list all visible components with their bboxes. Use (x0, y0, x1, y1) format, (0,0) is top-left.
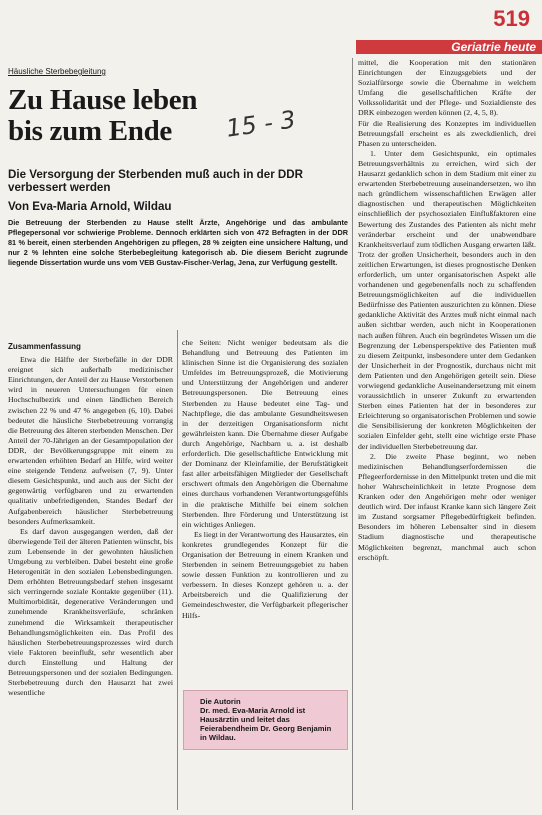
author-box-label: Die Autorin (200, 697, 241, 706)
paragraph: 2. Die zweite Phase beginnt, wo neben medizinischen Behandlungserfordernissen die Pflegeerfordernisse in den Mittelpunkt treten und die mit hoher Wahrscheinlichkeit in letzte Prognose dem Kranken oder den Angehörigen mehr oder weniger deutlich wird. Der infaust Kranke kann sich längere Zeit im Zustand sorgsamer Pflegebedürftigkeit befinden. Besonders im höheren Lebensalter sind in diesem Stadium diagnostische und therapeutische Möglichkeiten begrenzt, manchmal auch schon erschöpft. (358, 451, 536, 562)
page-number: 519 (493, 6, 530, 31)
rubric: Häusliche Sterbebegleitung (8, 67, 106, 76)
subtitle (8, 168, 348, 194)
headline (8, 85, 258, 147)
subtitle-line-1: Die Versorgung der Sterbenden muß auch in der DDR (8, 168, 304, 181)
text-column-1 (8, 342, 173, 812)
headline-line-2: bis zum Ende (8, 115, 172, 147)
column-rule (177, 330, 178, 810)
column-rule (352, 58, 353, 810)
lead-text: Die Betreuung der Sterbenden zu Hause stellt Ärzte, Angehörige und das ambulante Pflegepersonal vor schwierige Probleme. Dennoch erklärten sich von 472 Befragten in der DDR 81 % bereit, einen sterbenden Angehörigen zu pflegen, 28 % zeigten eine unsichere Haltung, und nur 2 % lehnten eine solche Sterbebegleitung kategorisch ab. Die diesem Bericht zugrunde liegende Dissertation wurde uns vom VEB Gustav-Fischer-Verlag, Jena, zur Verfügung gestellt. (8, 218, 348, 267)
text-column-3 (358, 58, 536, 810)
handwritten-note: 15 - 3 (224, 105, 298, 143)
subtitle-line-2: verbessert werden (8, 181, 111, 194)
paragraph: Es liegt in der Verantwortung des Hausarztes, ein konkretes grundlegendes Konzept für die Organisation der Betreuung in einem Kranken und Sterbenden in seinem Betreuungsgebiet zu haben sowie dessen Funktion zu kontrollieren und zu verbessern. In dieses Konzept gehören u. a. der Arbeitsbereich und die Qualifizierung der Gemeindeschwester, die Verfügbarkeit pflegerischer Hilfs- (182, 529, 348, 620)
author-box-text: Dr. med. Eva-Maria Arnold ist Hausärztin und leitet das Feierabendheim Dr. Georg Benjamin in Wildau. (200, 706, 332, 742)
lead-paragraph (8, 218, 348, 268)
paragraph: Für die Realisierung des Konzeptes im individuellen Betreuungsfall erscheint es als zweckdienlich, drei Phasen zu unterscheiden. (358, 118, 536, 148)
author-byline: Von Eva-Maria Arnold, Wildau (8, 200, 172, 213)
paragraph: mittel, die Kooperation mit den stationären Einrichtungen der Einzugsgebiets und der Sozialfürsorge sowie die Übernahme in welchem Umfang die gesellschaftlichen Kräfte der Volkssolidarität und der Pflege- und Sozialdienste des DRK einbezogen werden können (2, 4, 5, 8). (358, 58, 536, 118)
author-info-box (183, 690, 348, 750)
journal-title: Geriatrie heute (451, 40, 536, 54)
text-column-2 (182, 338, 348, 688)
paragraph: 1. Unter dem Gesichtspunkt, ein optimales Betreuungsverhältnis zu erreichen, wird sich der Hausarzt gedanklich schon in dem Stadium mit einer zu erwartenden Sterbebetreuung auseinandersetzen, wo ihn nach gründlichem wissenschaftlichen Erwägen aller diagnostischen und therapeutischen Möglichkeiten einschließlich der psychosozialen Einflußfaktoren eine Bewertung des Zustandes des Patienten als nicht mehr veränderbar erscheint und der unabwendbare Krankheitsverlauf zum tödlichen Ausgang erwarten läßt. Trotz der großen Unsicherheit, besonders auch in den zeitlichen Erwartungen, ist dieses prognostische Denken erforderlich, um unter organisatorischen Aspekt alle vorhandenen und gegebenenfalls noch zu schaffenden Betreuungsmöglichkeiten auf die individuellen Bedürfnisse des Patienten auszurichten zu können. Diese gedankliche Aktivität des Arztes muß nicht einmal nach außen sichtbar werden, auch nicht in Kooperationen nach außen führen. Auch ein begründetes Wissen um die Begrenzung der Lebensperspektive des Patienten muß zu diesem Zeitpunkt, insbesondere unter dem Gedanken der Unsicherheit in der Prognostik, durchaus nicht mit dem Patienten und den Angehörigen geteilt sein. Diese vorwiegend gedankliche Auseinandersetzung mit einem voraussichtlich in unserer Zukunft zu erwartenden Sterben eines Patienten hat der in besonderes zur Erleichterung so organisatorischen Problemen und sowie die Sensibilisierung der konkreten Möglichkeiten der sozialen Einfelder geht, stellt eine wichtige erste Phase der individuellen Sterbebetreuung dar. (358, 148, 536, 451)
paragraph: che Seiten: Nicht weniger bedeutsam als die Behandlung und Betreuung des Patienten im klinischen Sinne ist die Organisierung des sozialen Umfeldes im Betreuungsprozeß, die Motivierung und Unterstützung der Angehörigen und anderer Betreuungspersonen. Die Betreuung eines Sterbenden zu Hause bedeutet eine Tag- und Nachtpflege, die das ambulante Gesundheitswesen in der derzeitigen Organisationsform nicht gewährleisten kann. Die Übernahme dieser Aufgabe durch Angehörige, Nachbarn u. a. ist deshalb erforderlich. Die gesellschaftliche Entwicklung mit der Dominanz der Kleinfamilie, der Berufstätigkeit fast aller arbeitsfähigen Mitglieder der Gesellschaft erschwert oftmals den Angehörigen die Übernahme eines durchaus vorhandenen Verantwortungsgefühls in die praktische Mithilfe bei einem solchen Sterbenden. Ihre Förderung und Unterstützung ist ein wichtiges Anliegen. (182, 338, 348, 529)
paragraph: Es darf davon ausgegangen werden, daß der überwiegende Teil der älteren Patienten wünscht, bis zum Lebensende in der gewohnten häuslichen Umgebung zu verbleiben. Dabei besteht eine große Heterogenität in den sozialen Lebensbedingungen. Dem erhöhten Betreuungsbedarf stehen insgesamt sich verringernde soziale Kontakte gegenüber (11). Multimorbidität, degenerative Veränderungen und zunehmende Krankheitsverläufe, schränken zunehmend die Wirksamkeit therapeutischer Behandlungsmöglichkeiten ein. Das Profil des häuslichen Sterbebetreuungsprozesses wird durch viele Faktoren beeinflußt, sehr wesentlich aber durch Einstellung und Haltung der Betreuungspersonen und der sozialen Bedingungen. Sterbebetreuung durch den Hausarzt hat zwei wesentliche (8, 526, 173, 698)
section-heading: Zusammenfassung (8, 342, 81, 351)
headline-line-1: Zu Hause leben (8, 84, 198, 116)
paragraph: Etwa die Hälfte der Sterbefälle in der DDR ereignet sich außerhalb medizinischer Einrichtungen, der Anteil der zu Hause Verstorbenen wird in neueren Untersuchungen für einen Hochschulbezirk und einen ländlichen Bereich zwischen 22 % und 47 % angegeben (6, 10). Dabei bedeutet die häusliche Sterbebetreuung vorrangig die Betreuung des älteren sterbenden Menschen. Der Anteil der 70-Jährigen an der Gesamtpopulation der DDR, der Bevölkerungsgruppe mit einem zu erwartenden erhöhten Bedarf an Hilfe, wird weiter eine steigende Tendenz aufweisen (7, 9). Unter diesem Gesichtspunkt, und auch aus der Sicht der gegenwärtig verfügbaren und zu erwartenden qualitativ unbefriedigenden, Standes Bedarf der Aufgabenbereich häuslicher Sterbebetreuung besonders Aufmerksamkeit. (8, 355, 173, 526)
